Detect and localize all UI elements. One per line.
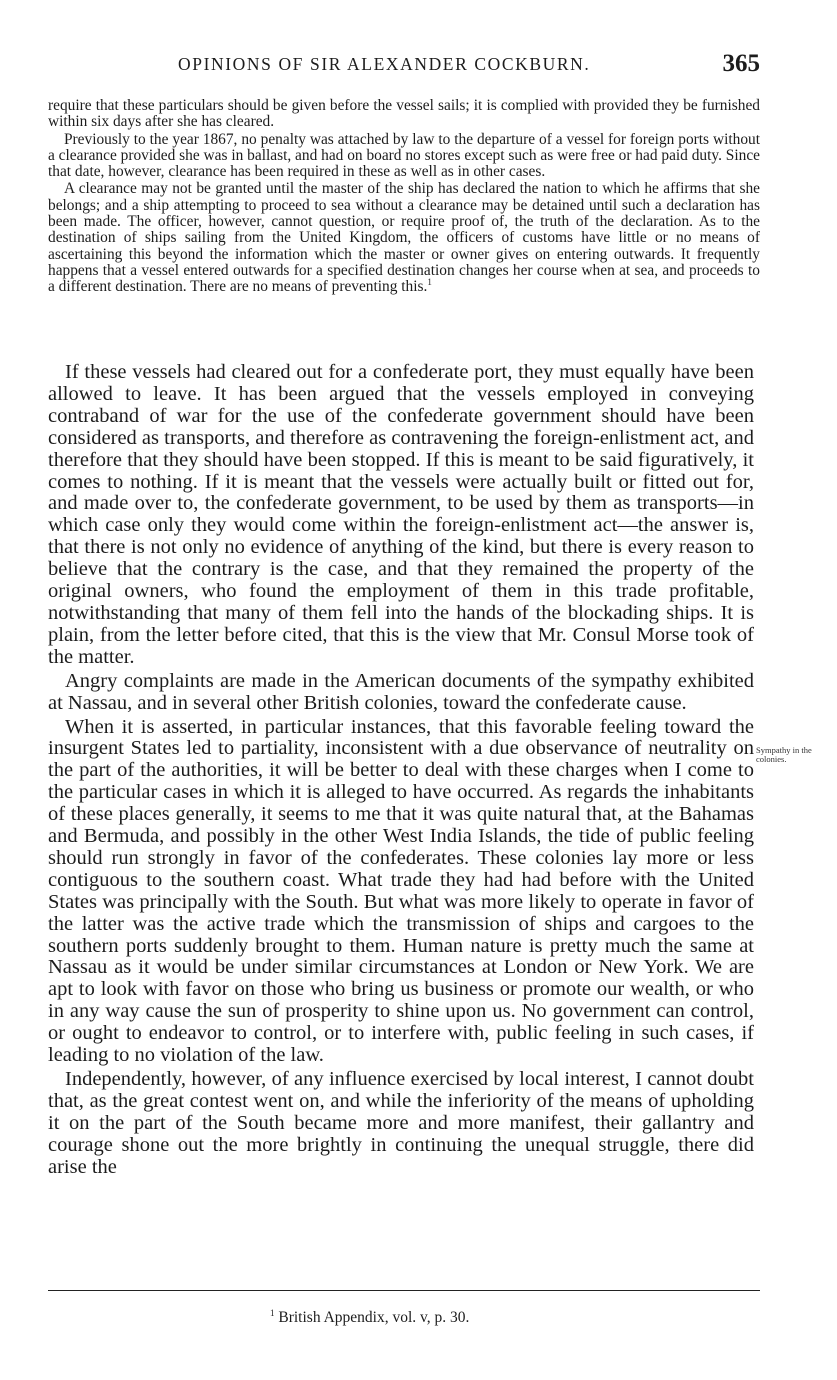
footnote-text: British Appendix, vol. v, p. 30. xyxy=(278,1309,470,1327)
extract-paragraph: require that these particulars should be given before the vessel sails; it is complied with provided they be furnished within six days after she has cleared. xyxy=(48,97,760,131)
body-paragraph: If these vessels had cleared out for a confederate port, they must equally have been allowed to leave. It has been argued that the vessels employed in conveying contraband of war for the use of the confederate government should have been considered as transports, and therefore as contravening the foreign-enlistment act, and therefore that they should have been stopped. If this is meant to be said figuratively, it comes to nothing. If it is meant that the vessels were actually built or fitted out for, and made over to, the confederate government, to be used by them as transports—in which case only they would come within the foreign-enlistment act—the answer is, that there is not only no evidence of anything of the kind, but there is every reason to believe that the contrary is the case, and that they remained the property of the original owners, who found the employment of them in this trade profitable, notwithstanding that many of them fell into the hands of the blockading ships. It is plain, from the letter before cited, that this is the view that Mr. Consul Morse took of the matter. xyxy=(48,361,754,668)
running-title: OPINIONS OF SIR ALEXANDER COCKBURN. xyxy=(178,54,591,74)
running-header xyxy=(48,50,760,84)
quoted-extract xyxy=(48,98,760,297)
footnote-reference: 1 xyxy=(427,277,432,288)
body-paragraph: Angry complaints are made in the American documents of the sympathy exhibited at Nassau, and in several other British colonies, toward the confederate cause. xyxy=(48,669,754,714)
page-number: 365 xyxy=(722,50,760,77)
body-paragraph: When it is asserted, in particular instances, that this favorable feeling toward the insurgent States led to partiality, inconsistent with a due observance of neutrality on the part of the authorities, it will be better to deal with these charges when I come to the particular cases in which it is alleged to have occurred. As regards the inhabitants of these places generally, it seems to me that it was quite natural that, at the Bahamas and Bermuda, and possibly in the other West India Islands, the tide of public feeling should run strongly in favor of the confederates. These colonies lay more or less contiguous to the southern coast. What trade they had had before with the United States was principally with the South. But what was more likely to operate in favor of the latter was the active trade which the transmission of ships and cargoes to the southern ports suddenly brought to them. Human nature is pretty much the same at Nassau as it would be under similar circumstances at London or New York. We are apt to look with favor on those who bring us business or promote our wealth, or who in any way cause the sun of prosperity to shine upon us. No government can control, or ought to endeavor to control, or to interfere with, public feeling in such cases, if leading to no violation of the law. xyxy=(48,715,754,1067)
footnote-divider xyxy=(48,1290,760,1291)
extract-paragraph xyxy=(48,181,760,295)
body-paragraph: Independently, however, of any influence exercised by local interest, I cannot doubt that, as the great contest went on, and while the inferiority of the means of upholding it on the part of the South became more and more manifest, their gallantry and courage shone out the more brightly in continuing the unequal struggle, there did arise the xyxy=(48,1068,754,1178)
extract-paragraph: Previously to the year 1867, no penalty was attached by law to the departure of a vessel for foreign ports without a clearance provided she was in ballast, and had on board no stores except such as were free or had paid duty. Since that date, however, clearance has been required in these as well as in other cases. xyxy=(48,130,760,181)
footnote xyxy=(270,1308,469,1327)
margin-note: Sympathy in the colonies. xyxy=(756,745,812,764)
extract-paragraph-text: A clearance may not be granted until the master of the ship has declared the nation to which he affirms that she belongs; and a ship attempting to proceed to sea without a clearance may be detained until such a declaration has been made. The officer, however, cannot question, or require proof of, the truth of the declaration. As to the destination of ships sailing from the United Kingdom, the officers of customs have little or no means of ascertaining this beyond the information which the master or owner gives on entering outwards. It frequently happens that a vessel entered outwards for a specified destination changes her course when at sea, and proceeds to a different destination. There are no means of preventing this. xyxy=(48,180,760,296)
main-text xyxy=(48,362,754,1181)
footnote-marker: 1 xyxy=(270,1308,275,1318)
